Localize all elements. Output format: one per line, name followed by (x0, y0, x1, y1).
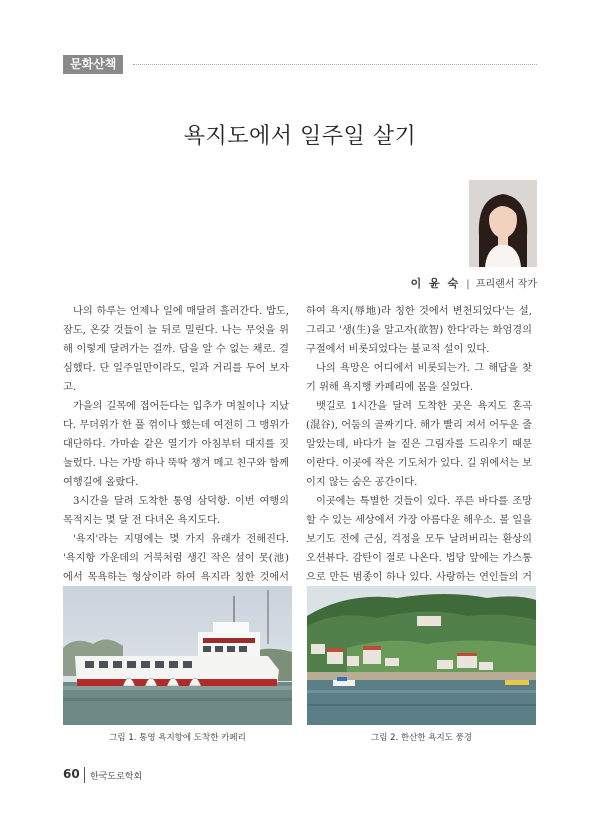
author-name: 이 윤 숙 (410, 277, 461, 290)
ferry-photo (63, 586, 292, 725)
paragraph: 가을의 길목에 접어든다는 입추가 며칠이나 지났다. 무더위가 한 풀 꺾이나 했는데 여전히 그 맹위가 대단하다. 가마솥 같은 열기가 아침부터 대지를 짓눌렀다. 나는 가방 하나 뚝딱 챙겨 메고 친구와 함께 여행길에 올랐다. (63, 401, 289, 488)
section-tag: 문화산책 (63, 55, 123, 74)
article-title: 욕지도에서 일주일 살기 (183, 124, 417, 149)
figure-caption: 그림 1. 통영 욕지항에 도착한 카페리 (109, 733, 246, 743)
paragraph: 나의 하루는 언제나 일에 매달려 흘러간다. 밥도, 잠도, 온갖 것들이 늘 뒤로 밀린다. 나는 무엇을 위해 이렇게 달려가는 걸까. 답을 알 수 없는 채로. 결심했다. 단 일주일만이라도, 일과 거리를 두어 보자고. (63, 306, 289, 393)
paragraph: 뱃길로 1시간을 달려 도착한 곳은 욕지도 혼곡(混谷), 어둠의 골짜기다. 해가 빨리 져서 어두운 줄 알았는데, 바다가 늘 짙은 그림자를 드리우기 때문이란다. 이곳에 작은 기도처가 있다. 길 위에서는 보이지 않는 숨은 공간이다. (306, 401, 532, 488)
author-byline (411, 275, 537, 291)
author-photo (469, 180, 537, 267)
page-number: 60 (63, 767, 80, 781)
author-role: 프리랜서 작가 (475, 279, 537, 290)
figure-caption: 그림 2. 한산한 욕지도 풍경 (370, 733, 473, 743)
section-divider (133, 64, 537, 65)
paragraph: 하여 욕지(辱地)라 칭한 것에서 변천되었다'는 설, 그리고 '생(生)을 알고자(欲智) 한다'라는 화엄경의 구절에서 비롯되었다는 불교적 설이 있다. (306, 306, 532, 355)
island-photo (307, 586, 536, 725)
paragraph: 이곳에는 특별한 것들이 있다. 푸른 바다를 조망할 수 있는 세상에서 가장 아름다운 해우소. 볼 일을 보기도 전에 근심, 걱정을 모두 날려버리는 환상의 오션뷰다. 감탄이 절로 나온다. 법당 앞에는 가스통으로 만든 범종이 하나 있다. 사랑하는 연인들의 거 (306, 496, 532, 583)
paragraph: 3시간을 달려 도착한 통영 삼덕항. 이번 여행의 목적지는 몇 달 전 다녀온 욕지도다. (63, 496, 289, 526)
journal-name: 한국도로학회 (90, 772, 143, 782)
footer-divider (84, 767, 85, 783)
paragraph: 나의 욕망은 어디에서 비롯되는가. 그 해답을 찾기 위해 욕지행 카페리에 몸을 실었다. (306, 363, 532, 393)
article-column-left (63, 302, 289, 625)
article-column-right (306, 302, 532, 606)
paragraph: '욕지'라는 지명에는 몇 가지 유래가 전해진다. '욕지항 가운데의 거북처럼 생긴 작은 섬이 못(池)에서 목욕하는 형상이라 하여 욕지라 칭한 것에서 (63, 534, 289, 583)
byline-separator: | (466, 279, 470, 290)
